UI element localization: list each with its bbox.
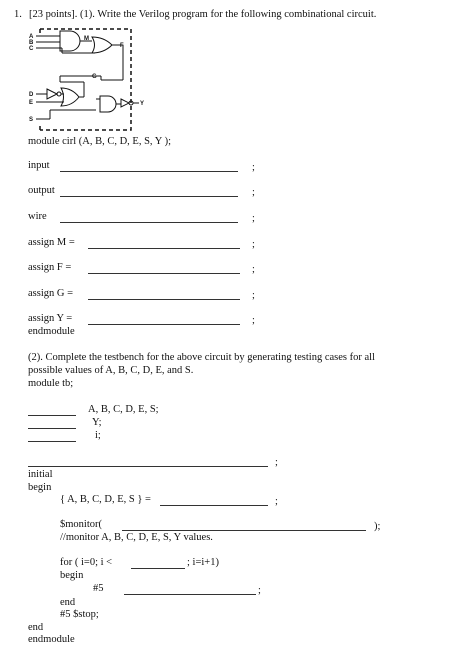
decl-type-blank-3[interactable] xyxy=(28,441,76,442)
assign-f-label: assign F = xyxy=(28,262,72,273)
decl-output: Y; xyxy=(92,417,102,428)
semicolon: ; xyxy=(258,585,261,596)
endmodule: endmodule xyxy=(28,326,75,337)
input-label: input xyxy=(28,160,50,171)
part2-instruction-line1: (2). Complete the testbench for the above circuit by generating testing cases for all xyxy=(28,352,375,363)
inner-end: end xyxy=(60,597,76,608)
semicolon: ; xyxy=(275,496,278,507)
monitor-call: $monitor( xyxy=(60,519,102,530)
gate-g xyxy=(61,88,79,106)
vector-assign-blank[interactable] xyxy=(160,505,268,506)
endmodule-tb: endmodule xyxy=(28,634,75,645)
semicolon: ; xyxy=(252,290,255,301)
label-e: E xyxy=(29,100,34,106)
decl-type-blank-2[interactable] xyxy=(28,428,76,429)
part2-instruction-line2: possible values of A, B, C, D, E, and S. xyxy=(28,365,194,376)
monitor-blank[interactable] xyxy=(122,530,366,531)
decl-inputs: A, B, C, D, E, S; xyxy=(88,404,159,415)
instance-blank[interactable] xyxy=(28,466,268,467)
inner-begin: begin xyxy=(60,570,84,581)
label-m: M xyxy=(84,36,89,42)
question-header: [23 points]. (1). Write the Verilog program for the following combinational circuit. xyxy=(29,9,377,20)
label-g: G xyxy=(92,74,97,80)
wire-label: wire xyxy=(28,211,47,222)
output-blank[interactable] xyxy=(60,196,238,197)
initial-keyword: initial xyxy=(28,469,53,480)
loop-body-blank[interactable] xyxy=(124,594,256,595)
semicolon: ; xyxy=(252,315,255,326)
module-tb: module tb; xyxy=(28,378,74,389)
delay-5: #5 xyxy=(93,583,104,594)
semicolon: ; xyxy=(252,162,255,173)
label-f: F xyxy=(120,43,124,49)
wire-blank[interactable] xyxy=(60,222,238,223)
monitor-comment: //monitor A, B, C, D, E, S, Y values. xyxy=(60,532,213,543)
for-limit-blank[interactable] xyxy=(131,568,185,569)
label-c: C xyxy=(29,46,34,52)
semicolon: ; xyxy=(252,213,255,224)
label-s: S xyxy=(29,117,34,123)
assign-y-blank[interactable] xyxy=(88,324,240,325)
question-number: 1. xyxy=(14,9,22,20)
decl-type-blank-1[interactable] xyxy=(28,415,76,416)
inverter-d xyxy=(47,89,57,99)
semicolon: ; xyxy=(275,457,278,468)
circuit-diagram xyxy=(0,0,474,140)
semicolon: ; xyxy=(252,187,255,198)
module-declaration: module cirl (A, B, C, D, E, S, Y ); xyxy=(28,136,172,147)
assign-g-label: assign G = xyxy=(28,288,74,299)
label-y: Y xyxy=(140,101,145,107)
end-keyword: end xyxy=(28,622,44,633)
assign-y-label: assign Y = xyxy=(28,313,73,324)
label-d: D xyxy=(29,92,34,98)
begin-keyword: begin xyxy=(28,482,52,493)
semicolon: ; xyxy=(252,239,255,250)
assign-m-blank[interactable] xyxy=(88,248,240,249)
assign-f-blank[interactable] xyxy=(88,273,240,274)
output-label: output xyxy=(28,185,55,196)
vector-assign: { A, B, C, D, E, S } = xyxy=(60,494,151,505)
label-a: A xyxy=(29,34,34,40)
for-loop-start: for ( i=0; i < xyxy=(60,557,113,568)
for-loop-end: ; i=i+1) xyxy=(187,557,219,568)
label-b: B xyxy=(29,40,34,46)
assign-g-blank[interactable] xyxy=(88,299,240,300)
assign-m-label: assign M = xyxy=(28,237,75,248)
decl-counter: i; xyxy=(95,430,101,441)
gate-and-y xyxy=(100,96,116,112)
gate-f xyxy=(92,37,112,53)
input-blank[interactable] xyxy=(60,171,238,172)
gate-m xyxy=(60,31,80,51)
monitor-close: ); xyxy=(374,521,381,532)
stop-statement: #5 $stop; xyxy=(60,609,99,620)
semicolon: ; xyxy=(252,264,255,275)
